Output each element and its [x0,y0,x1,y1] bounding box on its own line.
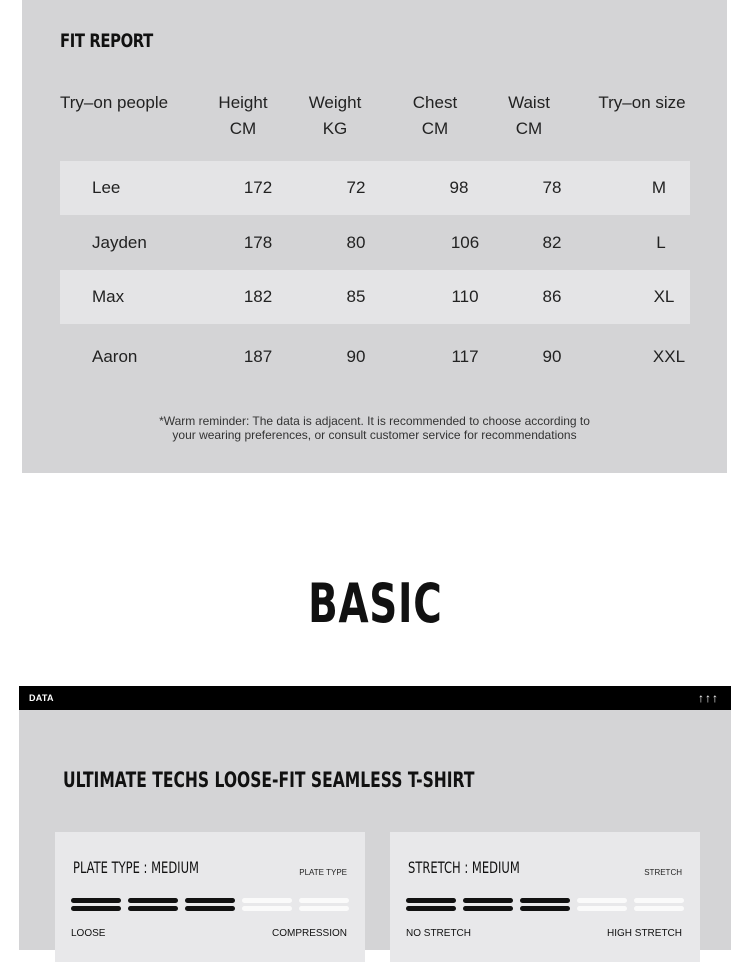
meter-segment [299,906,349,911]
header-label: Weight [308,93,362,112]
meter-segment [71,906,121,911]
card-title: PLATE TYPE : MEDIUM [73,858,199,877]
cell-name: Aaron [92,347,138,366]
table-row [60,216,690,270]
card-title: STRETCH : MEDIUM [408,858,520,877]
header-label: Chest [412,93,458,112]
table-row [60,270,690,324]
table-row [60,161,690,215]
header-label: Height [218,93,268,112]
cell-size: L [656,233,666,252]
cell-waist: 90 [542,347,562,366]
meter-segment [185,906,235,911]
product-title: ULTIMATE TECHS LOOSE-FIT SEAMLESS T-SHIRT [63,768,475,792]
header-waist [486,90,572,142]
cell-size: XL [653,287,675,306]
header-height [200,90,286,142]
meter-left-label: NO STRETCH [406,928,471,939]
meter-segment [242,898,292,903]
meter-segment [577,906,627,911]
note-line: your wearing preferences, or consult customer service for recommendations [172,428,577,442]
meter-segment [406,906,456,911]
meter-segment [406,898,456,903]
stretch-card [390,832,700,962]
product-data-panel [19,710,731,950]
cell-chest: 110 [451,287,479,306]
header-unit: CM [515,119,543,138]
plate-type-card [55,832,365,962]
cell-height: 187 [243,347,273,366]
cell-weight: 80 [346,233,366,252]
plate-type-meter [71,898,351,912]
fit-report-title: FIT REPORT [60,30,153,52]
cell-chest: 106 [450,233,480,252]
note-line: *Warm reminder: The data is adjacent. It is recommended to choose according to [159,414,590,428]
header-weight [292,90,378,142]
card-tag: STRETCH [644,868,682,877]
cell-waist: 78 [542,178,562,197]
cell-name: Jayden [92,233,147,252]
basic-heading-text: BASIC [307,572,443,635]
data-bar-label: DATA [29,693,54,703]
meter-right-label: COMPRESSION [271,928,347,939]
cell-weight: 72 [346,178,366,197]
cell-weight: 90 [346,347,366,366]
meter-segment [634,898,684,903]
header-label: Try–on size [598,93,686,112]
cell-chest: 117 [451,347,479,366]
meter-segment [634,906,684,911]
data-section-bar [19,686,731,710]
fit-report-panel [22,0,727,473]
up-arrows-icon: ↑↑↑ [698,691,719,705]
meter-right-label: HIGH STRETCH [607,928,682,939]
meter-segment [520,906,570,911]
stretch-meter [406,898,686,912]
cell-waist: 82 [542,233,562,252]
header-try-on-people [60,90,180,116]
meter-segment [463,898,513,903]
cell-height: 178 [243,233,273,252]
cell-height: 182 [243,287,273,306]
warm-reminder-note [22,414,727,442]
meter-segment [128,898,178,903]
meter-left-label: LOOSE [71,928,106,939]
meter-segment [463,906,513,911]
meter-segment [71,898,121,903]
basic-heading [0,572,750,635]
cell-size: XXL [652,347,686,366]
cell-name: Max [92,287,125,306]
meter-segment [242,906,292,911]
header-chest [392,90,478,142]
meter-segment [185,898,235,903]
cell-chest: 98 [449,178,469,197]
card-tag: PLATE TYPE [299,868,347,877]
meter-segment [299,898,349,903]
header-unit: KG [322,119,348,138]
cell-waist: 86 [542,287,562,306]
header-unit: CM [229,119,257,138]
cell-height: 172 [243,178,273,197]
meter-segment [577,898,627,903]
header-label: Waist [508,93,550,112]
header-label: Try–on people [60,93,169,112]
meter-segment [520,898,570,903]
header-unit: CM [421,119,449,138]
cell-name: Lee [92,178,121,197]
cell-weight: 85 [346,287,366,306]
header-try-on-size [588,90,696,116]
meter-segment [128,906,178,911]
cell-size: M [651,178,667,197]
table-row [60,330,690,384]
